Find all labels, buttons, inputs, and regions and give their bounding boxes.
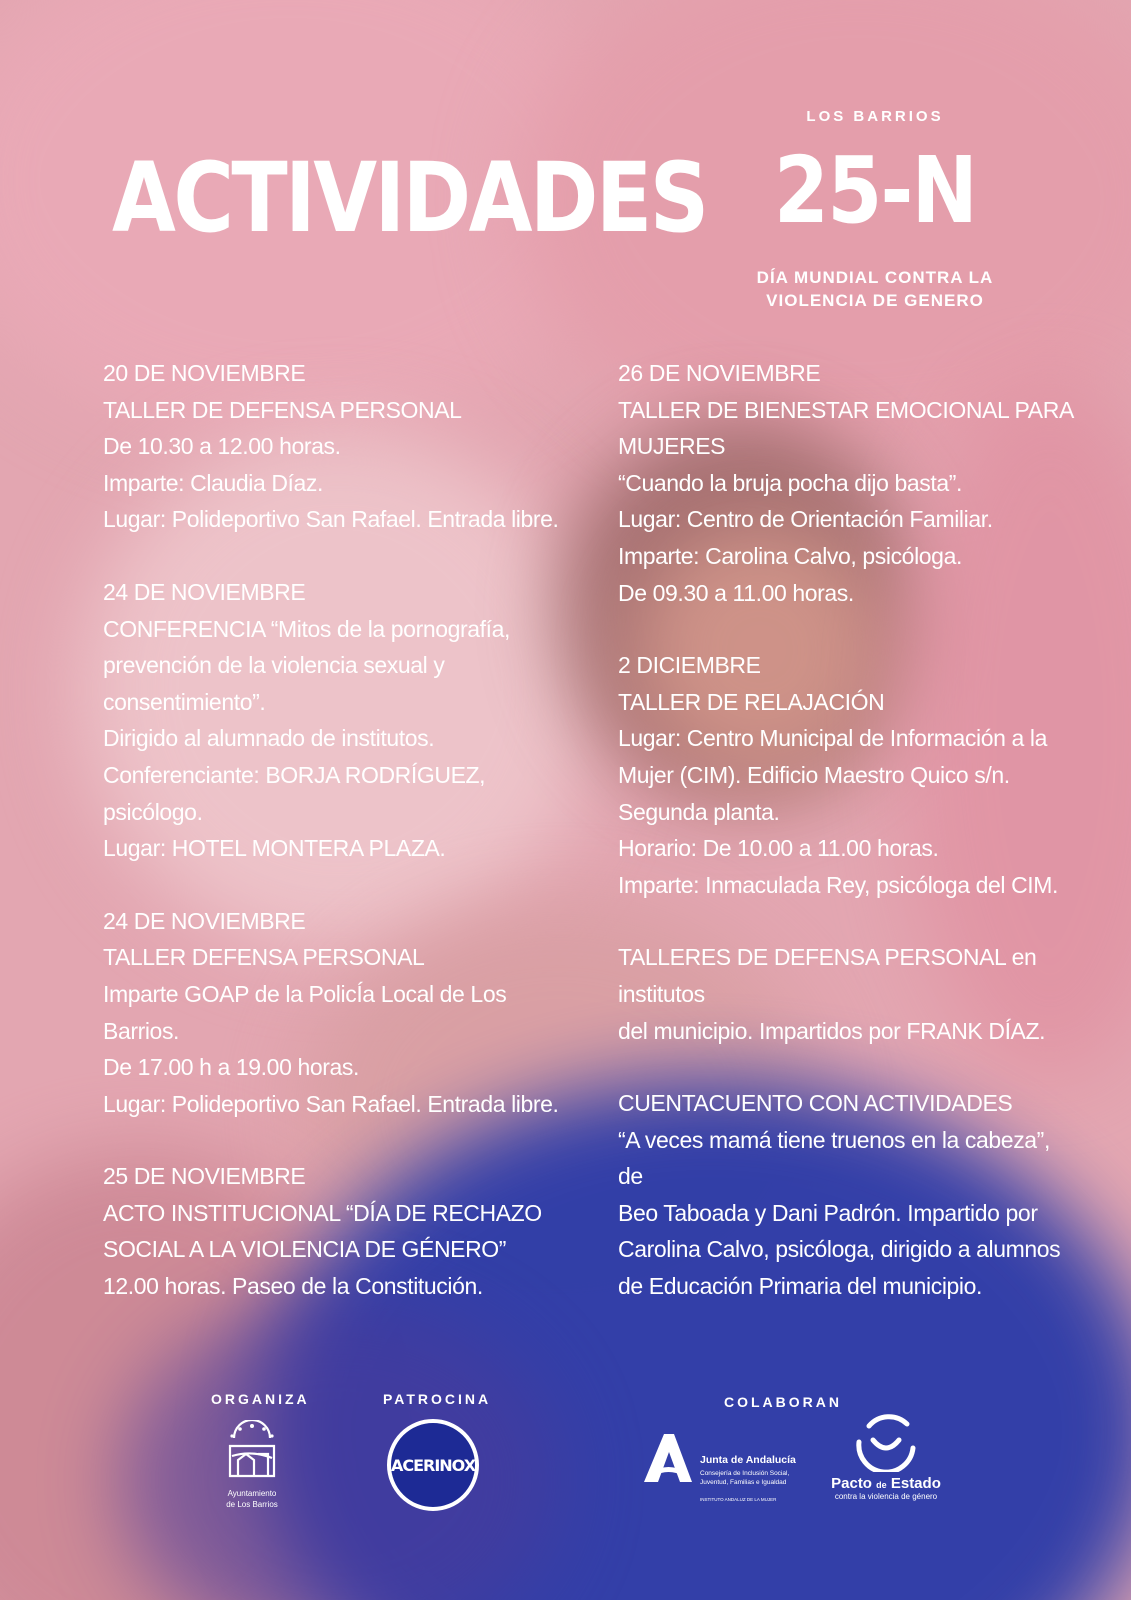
pacto-title-estado: Estado xyxy=(890,1475,941,1492)
junta-institute: INSTITUTO ANDALUZ DE LA MUJER xyxy=(700,1497,777,1502)
event-line: Imparte: Carolina Calvo, psicóloga. xyxy=(618,542,962,569)
ayuntamiento-emblem-icon xyxy=(224,1420,280,1482)
patrocina-label: PATROCINA xyxy=(383,1391,492,1407)
event-line: Lugar: Polideportivo San Rafael. Entrada libre. xyxy=(103,506,559,533)
event-line: del municipio. Impartidos por FRANK DÍAZ. xyxy=(618,1017,1046,1044)
event-line: Imparte: Claudia Díaz. xyxy=(103,469,324,496)
event-block xyxy=(618,939,1078,1049)
event-line: Barrios. xyxy=(103,1017,180,1044)
pacto-title-de: de xyxy=(876,1480,887,1490)
junta-department: Consejería de Inclusión Social, Juventud, Familias e Igualdad xyxy=(700,1470,790,1486)
pacto-title-main: Pacto xyxy=(831,1475,872,1492)
event-block xyxy=(618,1085,1078,1305)
junta-andalucia-logo xyxy=(642,1428,812,1508)
pacto-smile-icon xyxy=(851,1412,921,1472)
pacto-estado-logo xyxy=(826,1412,946,1501)
event-line: SOCIAL A LA VIOLENCIA DE GÉNERO” xyxy=(103,1236,507,1263)
events-column-right xyxy=(618,355,1078,1341)
ayuntamiento-logo xyxy=(212,1420,292,1509)
event-heading: CUENTACUENTO CON ACTIVIDADES xyxy=(618,1090,1013,1117)
event-line: consentimiento”. xyxy=(103,688,266,715)
acerinox-logo xyxy=(387,1419,479,1511)
event-heading: 24 DE NOVIEMBRE xyxy=(103,907,306,934)
event-line: “A veces mamá tiene truenos en la cabeza”, de xyxy=(618,1126,1050,1190)
event-line: De 17.00 h a 19.00 horas. xyxy=(103,1054,359,1081)
pacto-subtitle: contra la violencia de género xyxy=(834,1492,938,1501)
event-line: Conferenciante: BORJA RODRÍGUEZ, psicólogo. xyxy=(103,761,486,825)
event-line: de Educación Primaria del municipio. xyxy=(618,1273,983,1300)
event-line: ACTO INSTITUCIONAL “DÍA DE RECHAZO xyxy=(103,1199,542,1226)
event-block xyxy=(103,1158,573,1304)
event-line: prevención de la violencia sexual y xyxy=(103,652,445,679)
event-line: TALLER DE DEFENSA PERSONAL xyxy=(103,396,462,423)
event-line: CONFERENCIA “Mitos de la pornografía, xyxy=(103,615,511,642)
event-line: Imparte: Inmaculada Rey, psicóloga del CIM. xyxy=(618,871,1059,898)
event-line: De 09.30 a 11.00 horas. xyxy=(618,579,854,606)
event-block xyxy=(103,355,573,538)
acerinox-wordmark: ACERINOX xyxy=(390,1455,476,1475)
event-line: “Cuando la bruja pocha dijo basta”. xyxy=(618,469,963,496)
pacto-title xyxy=(826,1475,946,1492)
campaign-subtitle xyxy=(700,267,1050,313)
campaign-brand xyxy=(700,100,1050,313)
event-block xyxy=(103,574,573,867)
event-line: De 10.30 a 12.00 horas. xyxy=(103,433,341,460)
subtitle-line-1: DÍA MUNDIAL CONTRA LA xyxy=(756,268,994,287)
subtitle-line-2: VIOLENCIA DE GENERO xyxy=(766,290,984,310)
event-heading: 25 DE NOVIEMBRE xyxy=(103,1163,306,1190)
page-title: ACTIVIDADES xyxy=(112,142,707,254)
ayuntamiento-caption-1: Ayuntamiento xyxy=(227,1489,277,1498)
event-line: Mujer (CIM). Edificio Maestro Quico s/n. xyxy=(618,761,1010,788)
event-heading: 2 DICIEMBRE xyxy=(618,652,761,679)
event-line: MUJERES xyxy=(618,433,726,460)
event-line: Beo Taboada y Dani Padrón. Impartido por xyxy=(618,1199,1038,1226)
event-block xyxy=(618,355,1078,611)
event-line: TALLER DE RELAJACIÓN xyxy=(618,688,885,715)
event-line: TALLER DEFENSA PERSONAL xyxy=(103,944,425,971)
event-line: Lugar: Centro de Orientación Familiar. xyxy=(618,506,993,533)
event-line: Lugar: Centro Municipal de Información a la xyxy=(618,725,1047,752)
event-line: Lugar: HOTEL MONTERA PLAZA. xyxy=(103,835,446,862)
event-heading: 24 DE NOVIEMBRE xyxy=(103,578,306,605)
event-line: Horario: De 10.00 a 11.00 horas. xyxy=(618,835,939,862)
ayuntamiento-caption-2: de Los Barrios xyxy=(226,1500,278,1509)
campaign-code: 25-N xyxy=(773,137,977,244)
event-line: TALLER DE BIENESTAR EMOCIONAL PARA xyxy=(618,396,1074,423)
junta-a-icon xyxy=(642,1432,694,1484)
event-line: Dirigido al alumnado de institutos. xyxy=(103,725,435,752)
event-line: Segunda planta. xyxy=(618,798,780,825)
town-name: LOS BARRIOS xyxy=(806,108,944,125)
event-line: Carolina Calvo, psicóloga, dirigido a alumnos xyxy=(618,1236,1061,1263)
event-heading: 26 DE NOVIEMBRE xyxy=(618,360,821,386)
event-heading: TALLERES DE DEFENSA PERSONAL en institutos xyxy=(618,944,1037,1007)
event-line: Lugar: Polideportivo San Rafael. Entrada libre. xyxy=(103,1090,559,1117)
event-block xyxy=(618,647,1078,903)
organiza-label: ORGANIZA xyxy=(211,1391,310,1407)
event-block xyxy=(103,903,573,1123)
event-heading: 20 DE NOVIEMBRE xyxy=(103,360,306,386)
junta-name: Junta de Andalucía xyxy=(700,1454,796,1466)
events-column-left xyxy=(103,355,573,1341)
event-line: Imparte GOAP de la PolicÍa Local de Los xyxy=(103,980,507,1007)
colaboran-label: COLABORAN xyxy=(724,1394,842,1410)
event-line: 12.00 horas. Paseo de la Constitución. xyxy=(103,1273,483,1300)
